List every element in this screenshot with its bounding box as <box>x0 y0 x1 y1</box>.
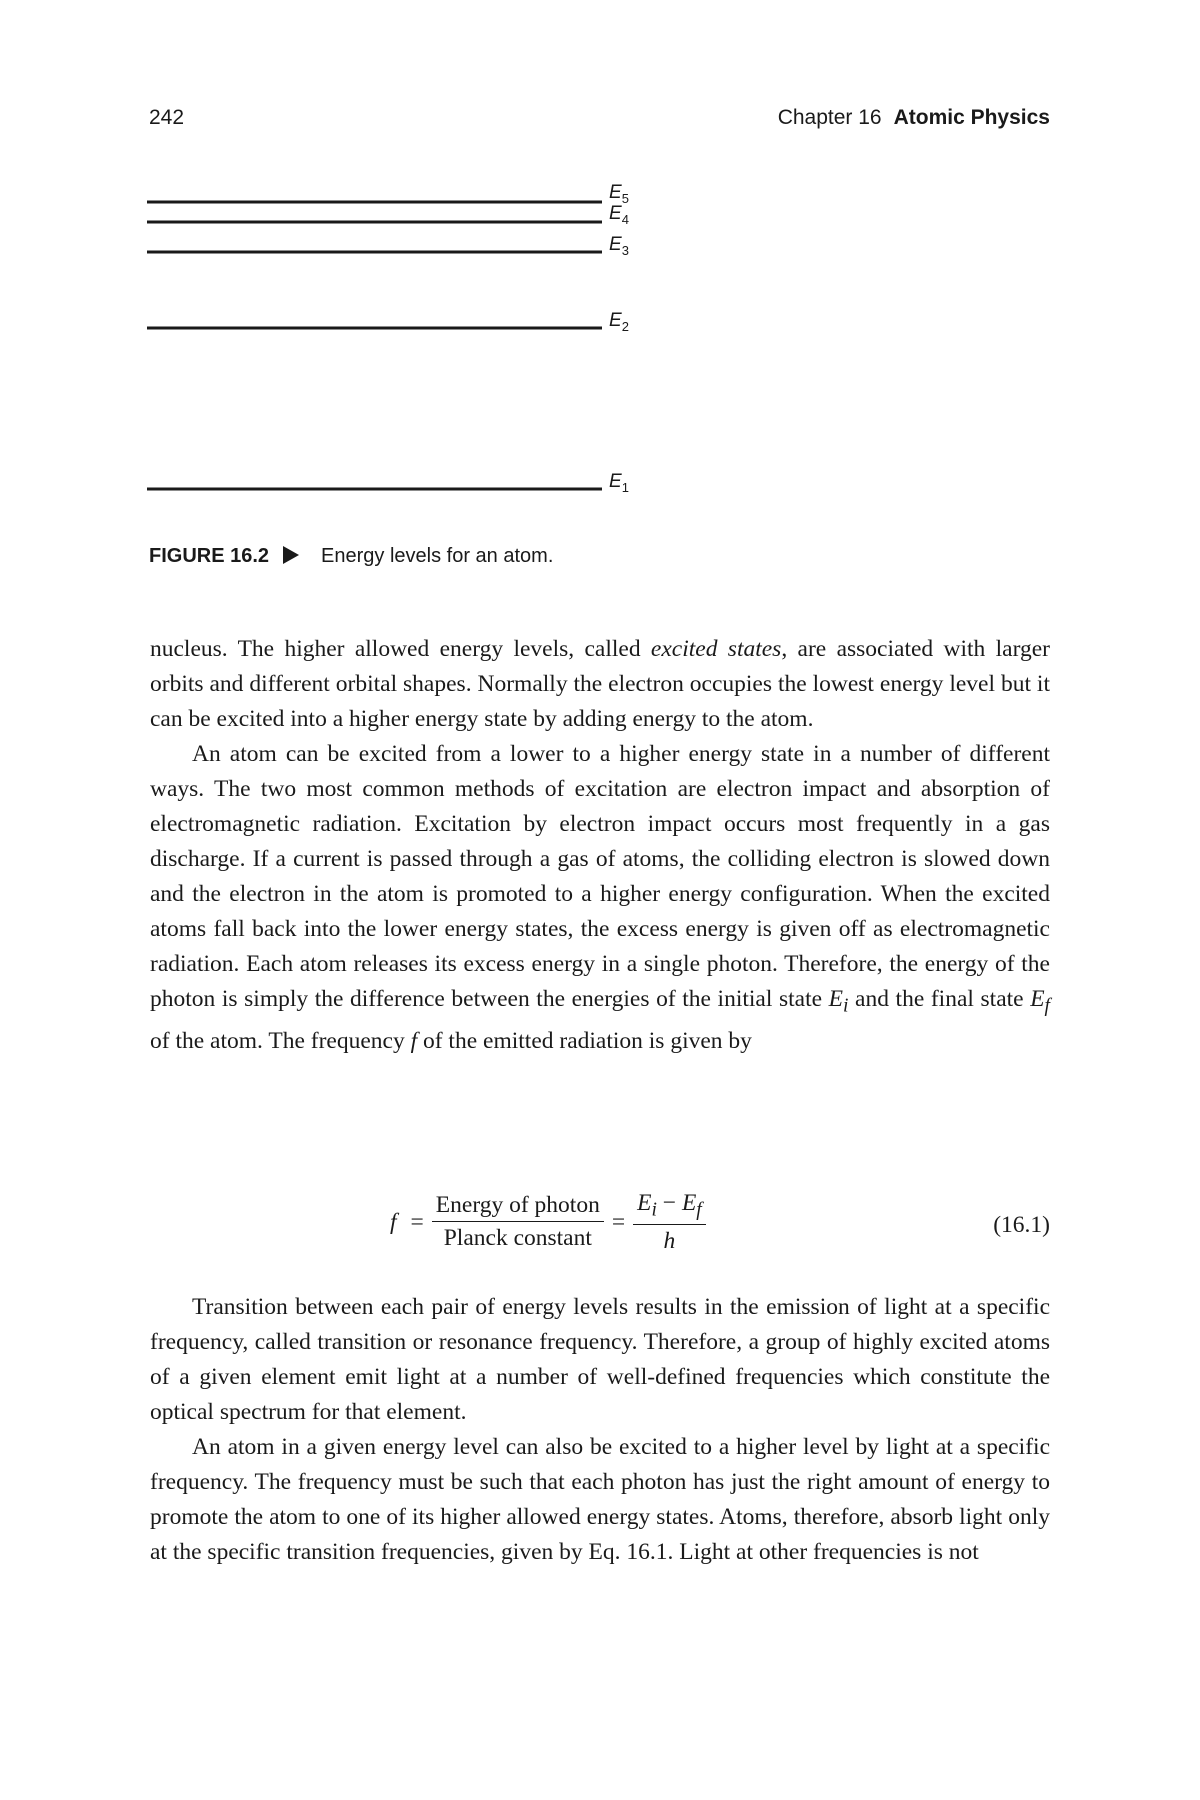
chapter-number: Chapter 16 <box>777 106 882 129</box>
equation-16-1 <box>150 1190 1050 1270</box>
energy-level-label-5: $E_5$ <box>609 182 629 206</box>
energy-level-label-3: $E_3$ <box>609 234 629 258</box>
equation-fraction-symbols: $\frac{E_i - E_f}{h}$ <box>633 1190 706 1255</box>
running-head <box>778 106 1050 130</box>
chapter-title: Atomic Physics <box>893 106 1050 129</box>
paragraph-2: An atom can be excited from a lower to a higher energy state in a number of different ways. The two most common methods of excitation are electron impact and absorption of electromagnetic radiation. Excitation by electron impact occurs most frequently in a gas discharge. If a current is passed through a gas of atoms, the colliding electron is slowed down and the electron in the atom is promoted to a higher energy configuration. When the excited atoms fall back into the lower energy states, the excess energy is given off as electromagnetic radiation. Each atom releases its excess energy in a single photon. Therefore, the energy of the photon is simply the difference between the energies of the initial state $E_i$ and the final state $E_f$ of the atom. The frequency f of the emitted radiation is given by <box>150 741 1050 1054</box>
paragraph-1: nucleus. The higher allowed energy levels, called excited states, are associated with larger orbits and different orbital shapes. Normally the electron occupies the lowest energy level but it can be excited into a higher energy state by adding energy to the atom. <box>150 636 1050 732</box>
equation-number: (16.1) <box>993 1212 1050 1238</box>
figure-caption-text: Energy levels for an atom. <box>321 545 554 567</box>
energy-level-label-4: $E_4$ <box>609 203 629 227</box>
figure-label: FIGURE 16.2 <box>149 545 270 567</box>
energy-level-diagram <box>147 182 667 512</box>
excited-states-term: excited states <box>650 636 782 662</box>
body-text-upper <box>150 632 1050 1059</box>
equation-fraction-words: $\frac{\text{Energy of photon}}{\text{Planck constant}}$ <box>432 1192 604 1252</box>
page-number: 242 <box>149 106 185 129</box>
energy-level-label-1: $E_1$ <box>609 471 629 495</box>
figure-caption <box>149 545 553 568</box>
energy-level-label-2: $E_2$ <box>609 310 629 334</box>
body-text-lower <box>150 1290 1050 1570</box>
equation-body: f = $\frac{\text{Energy of photon}}{\text{Planck constant}}$ = $\frac{E_i - E_f}{h}$ <box>390 1190 706 1255</box>
paragraph-3: Transition between each pair of energy levels results in the emission of light at a specific frequency, called transition or resonance frequency. Therefore, a group of highly excited atoms of a given element emit light at a number of well-defined frequencies which constitute the optical spectrum for that element. <box>150 1294 1050 1425</box>
caption-arrow-icon <box>283 546 299 564</box>
paragraph-4: An atom in a given energy level can also be excited to a higher level by light at a specific frequency. The frequency must be such that each photon has just the right amount of energy to promote the atom to one of its higher allowed energy states. Atoms, therefore, absorb light only at the specific transition frequencies, given by Eq. 16.1. Light at other frequencies is not <box>150 1434 1050 1565</box>
